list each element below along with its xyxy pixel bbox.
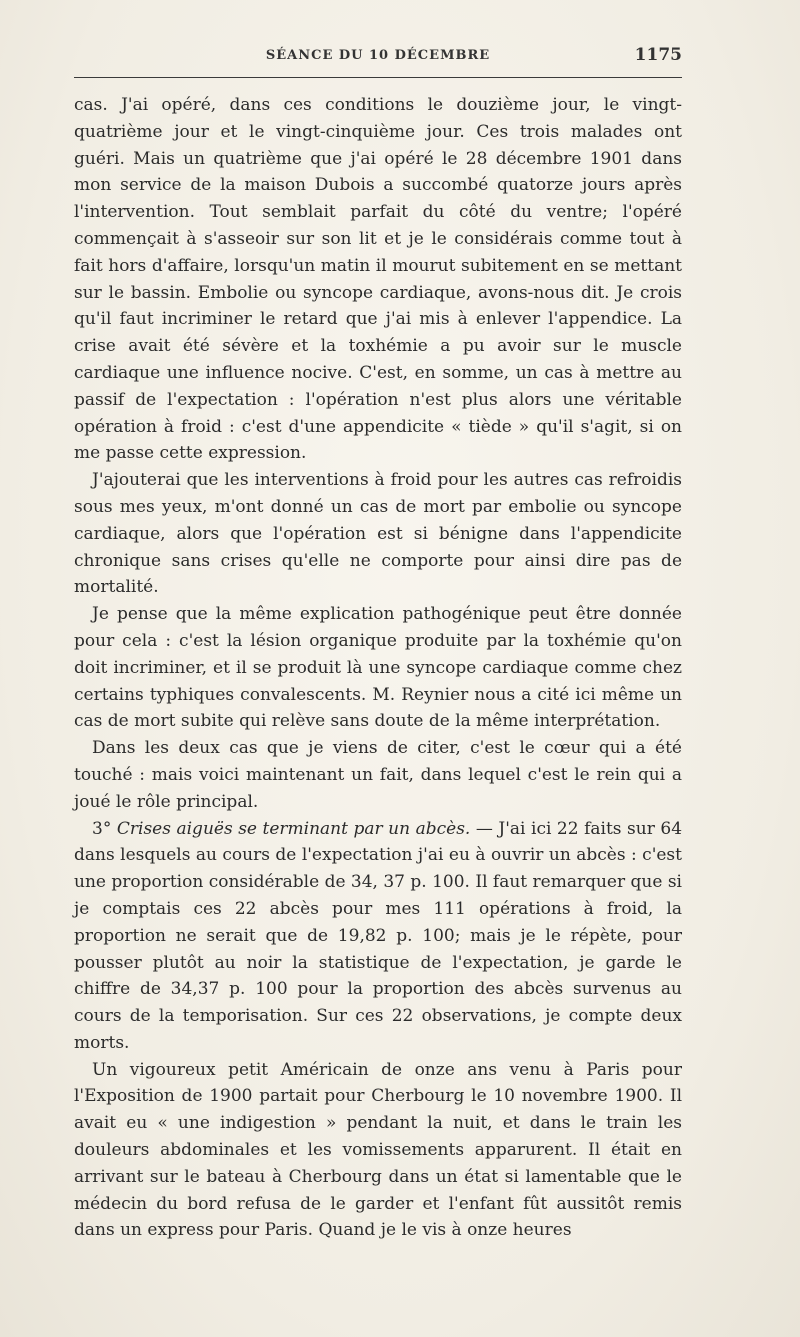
section-paragraph (74, 816, 682, 1057)
running-head (74, 44, 682, 68)
paragraph: Je pense que la même explication pathogénique peut être donnée pour cela : c'est la lésion organique produite par la toxhémie qu'on doit incriminer, et il se produit là une syncope cardiaque comme chez certains typhiques convalescents. M. Reynier nous a cité ici même un cas de mort subite qui relève sans doute de la même interprétation. (74, 604, 682, 732)
page-number: 1175 (634, 45, 682, 65)
section-heading: Crises aiguës se terminant par un abcès. (116, 818, 471, 839)
paragraph: Un vigoureux petit Américain de onze ans venu à Paris pour l'Exposition de 1900 partait pour Cherbourg le 10 novembre 1900. Il avait eu « une indigestion » pendant la nuit, et dans le train les douleurs abdominales et les vomissements apparurent. Il était en arrivant sur le bateau à Cherbourg dans un état si lamentable que le médecin du bord refusa de le garder et l'enfant fût aussitôt remis dans un express pour Paris. Quand je le vis à onze heures (74, 1059, 682, 1241)
paragraph: Dans les deux cas que je viens de citer, c'est le cœur qui a été touché : mais voici maintenant un fait, dans lequel c'est le rein qui a joué le rôle principal. (74, 738, 682, 812)
running-title: SÉANCE DU 10 DÉCEMBRE (265, 48, 491, 63)
section-text: — J'ai ici 22 faits sur 64 dans lesquels au cours de l'expectation j'ai eu à ouvrir un abcès : c'est une proportion considérable de 34, 37 p. 100. Il faut remarquer que si je comptais ces 22 abcès pour mes 111 opérations à froid, la proportion ne serait que de 19,82 p. 100; mais je le répète, pour pousser plutôt au noir la statistique de l'expectation, je garde le chiffre de 34,37 p. 100 pour la proportion des abcès survenus au cours de la temporisation. Sur ces 22 observations, je compte deux morts. (74, 818, 683, 1053)
paragraph-continuation: cas. J'ai opéré, dans ces conditions le douzième jour, le vingt-quatrième jour et le vingt-cinquième jour. Ces trois malades ont guéri. Mais un quatrième que j'ai opéré le 28 décembre 1901 dans mon service de la maison Dubois a succombé quatorze jours après l'intervention. Tout semblait parfait du côté du ventre; l'opéré commençait à s'asseoir sur son lit et je le considérais comme tout à fait hors d'affaire, lorsqu'un matin il mourut subitement en se mettant sur le bassin. Embolie ou syncope cardiaque, avons-nous dit. Je crois qu'il faut incriminer le retard que j'ai mis à enlever l'appendice. La crise avait été sévère et la toxhémie a pu avoir sur le muscle cardiaque une influence nocive. C'est, en somme, un cas à mettre au passif de l'expectation : l'opération n'est plus alors une véritable opération à froid : c'est d'une appendicite « tiède » qu'il s'agit, si on me passe cette expression. (74, 95, 682, 464)
paragraph: J'ajouterai que les interventions à froid pour les autres cas refroidis sous mes yeux, m'ont donné un cas de mort par embolie ou syncope cardiaque, alors que l'opération est si bénigne dans l'appendicite chronique sans crises qu'elle ne comporte pour ainsi dire pas de mortalité. (74, 470, 682, 598)
section-number: 3° (92, 818, 112, 839)
header-rule (74, 77, 682, 78)
body-text (74, 92, 682, 1244)
